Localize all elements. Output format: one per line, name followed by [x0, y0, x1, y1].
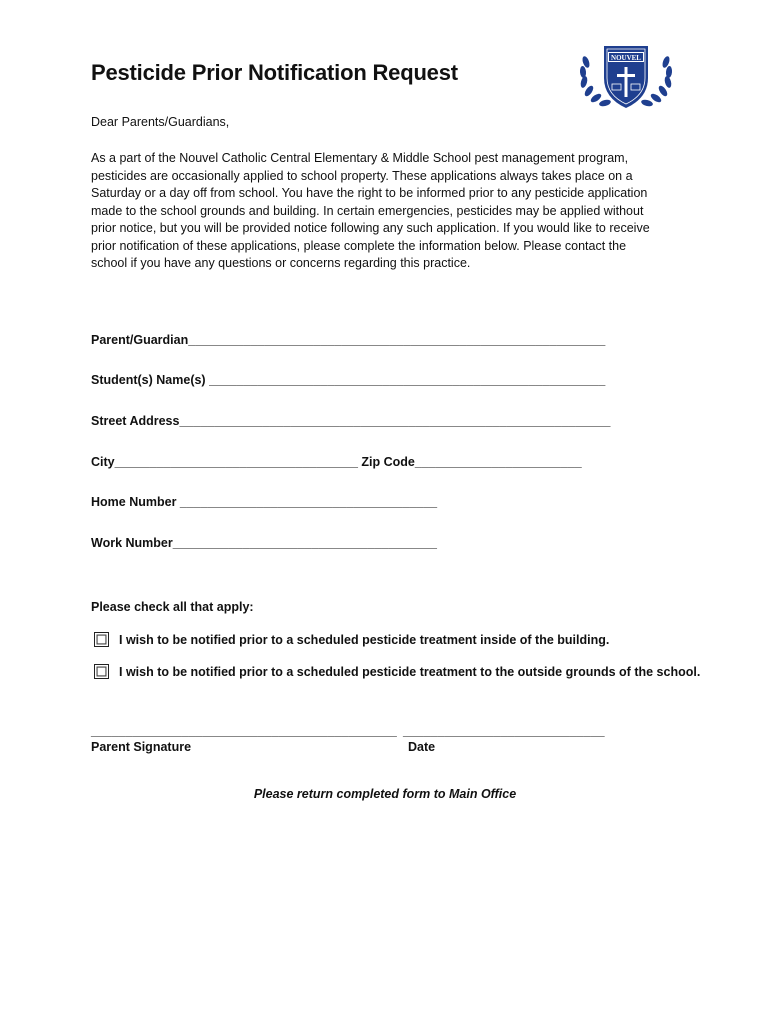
intro-line: prior notice, but you will be provided notice following any such application. If you would like to receive [91, 221, 650, 235]
page-title: Pesticide Prior Notification Request [91, 60, 458, 85]
intro-line: Saturday or a day off from school. You have the right to be informed prior to any pesticide application [91, 186, 648, 200]
inside-building-checkbox[interactable] [94, 632, 109, 647]
intro-line: As a part of the Nouvel Catholic Central Elementary & Middle School pest management program, [91, 151, 629, 165]
check-label: I wish to be notified prior to a scheduled pesticide treatment inside of the building. [119, 632, 610, 647]
check-prompt: Please check all that apply: [91, 600, 254, 614]
return-instruction: Please return completed form to Main Office [253, 787, 517, 801]
outside-grounds-checkbox[interactable] [94, 664, 109, 679]
date-label: Date [408, 740, 436, 754]
intro-line: prior notification of these applications, please complete the information below. Please contact the [91, 238, 627, 253]
check-label: I wish to be notified prior to a scheduled pesticide treatment to the outside grounds of the school. [119, 664, 701, 679]
home-number-field[interactable]: Home Number _____________________________________ [91, 495, 438, 509]
parent-guardian-field[interactable]: Parent/Guardian____________________________________________________________ [91, 333, 606, 347]
street-address-field[interactable]: Street Address______________________________________________________________ [91, 414, 611, 428]
parent-signature-label: Parent Signature [91, 740, 192, 754]
work-number-field[interactable]: Work Number______________________________________ [91, 536, 437, 550]
city-zip-row [91, 455, 582, 469]
logo-text: NOUVEL [611, 54, 641, 62]
intro-line: school if you have any questions or concerns regarding this practice. [91, 256, 471, 270]
intro-line: made to the school grounds and building. In certain emergencies, pesticides may be applied without [91, 203, 644, 218]
date-line[interactable]: _____________________________ [403, 724, 605, 738]
signature-line[interactable]: ____________________________________________ [91, 724, 397, 738]
students-name-field[interactable]: Student(s) Name(s) _________________________________________________________ [91, 373, 606, 387]
intro-line: pesticides are occasionally applied to school property. These applications always takes place on a [91, 168, 633, 183]
city-field[interactable]: City___________________________________ [91, 455, 358, 469]
salutation: Dear Parents/Guardians, [91, 115, 230, 129]
zip-code-field[interactable]: Zip Code________________________ [357, 455, 582, 469]
intro-paragraph [91, 150, 681, 273]
check-row-inside [94, 632, 609, 647]
check-row-outside [94, 664, 700, 679]
school-crest-logo [574, 40, 678, 112]
